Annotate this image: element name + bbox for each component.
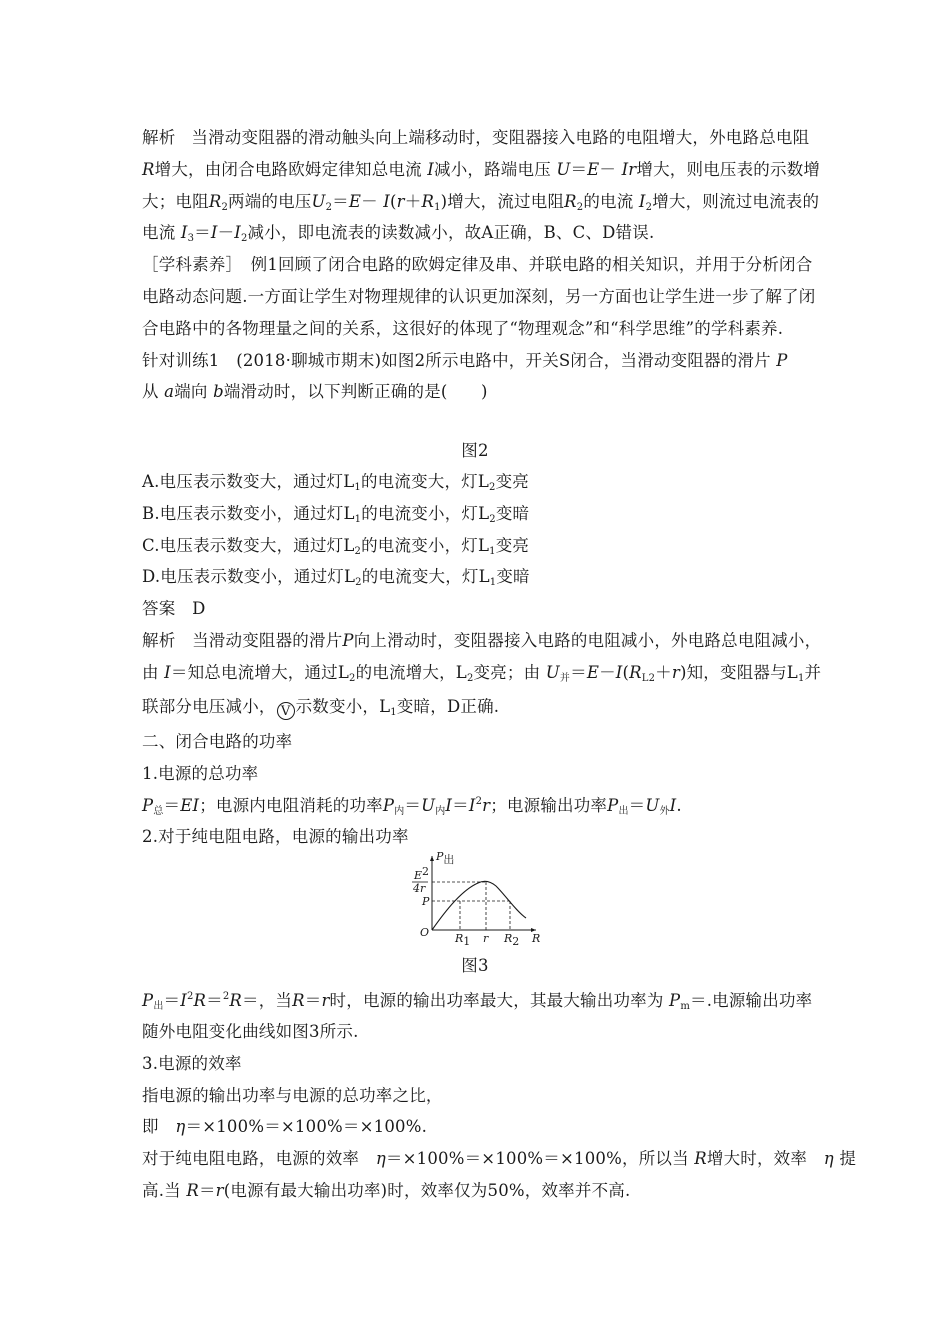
var: I: [638, 192, 646, 211]
text-span: 的电流变小，灯L: [361, 504, 490, 523]
analysis-label: 解析: [142, 128, 176, 147]
var: r: [215, 1181, 224, 1200]
figure2-caption: 图2: [461, 441, 489, 460]
text-span: 当滑动变阻器的滑动触头向上端移动时，变阻器接入电路的电阻增大，外电路总电阻: [191, 128, 810, 147]
text-span: ；电源输出功率: [490, 796, 608, 815]
var: R: [564, 192, 577, 211]
text-span: 由: [142, 663, 159, 682]
text-span: －: [217, 223, 235, 242]
subscript: 并: [559, 673, 571, 684]
var: I: [164, 663, 171, 682]
y-tick-p: P: [422, 895, 430, 908]
subscript: 1: [797, 673, 805, 684]
text-span: 变亮: [495, 536, 530, 555]
option-b[interactable]: [142, 503, 529, 525]
var: I: [615, 663, 623, 682]
var: P: [142, 991, 154, 1010]
text-span: 变亮: [495, 472, 530, 491]
text-span: 的电流变小，灯L: [361, 536, 490, 555]
var: R: [421, 192, 435, 211]
text-span: 减小，路端电压: [434, 160, 551, 179]
text-span: 的电流变大，灯L: [361, 567, 490, 586]
voltmeter-symbol-icon: V: [277, 702, 295, 720]
text-span: 电流: [142, 223, 176, 242]
text-span: (: [622, 663, 630, 682]
subscript: 1: [354, 514, 362, 525]
var: η: [175, 1117, 186, 1136]
var: P: [669, 991, 681, 1010]
text-span: ＝: [332, 192, 349, 211]
text-span: 增大，则电压表的示数增: [636, 160, 821, 179]
power-curve: [432, 881, 526, 930]
text-span: 两端的电压: [228, 192, 312, 211]
var: R: [292, 991, 305, 1010]
figure3-caption: 图3: [461, 956, 489, 975]
var: r: [482, 796, 491, 815]
superscript: 2: [222, 991, 230, 1002]
origin-label: O: [420, 926, 430, 939]
var: R: [142, 160, 155, 179]
subscript: 2: [354, 546, 362, 557]
text-span: 的电流: [583, 192, 634, 211]
text-span: 变亮；由: [473, 663, 541, 682]
section2-heading3: 3.电源的效率: [142, 1054, 242, 1073]
var: b: [213, 382, 224, 401]
var: P: [382, 796, 395, 815]
var: U: [556, 160, 571, 179]
subscript: 1: [489, 577, 497, 588]
subscript: 1: [390, 707, 397, 718]
var: P: [142, 796, 154, 815]
literacy-line3: 合电路中的各物理量之间的关系，这很好的体现了“物理观念”和“科学思维”的学科素养.: [142, 319, 784, 338]
text-span: A.电压表示数变大，通过灯L: [142, 472, 355, 491]
var: R: [629, 663, 642, 682]
text-span: 提: [839, 1149, 857, 1168]
text-span: C.电压表示数变大，通过灯L: [142, 536, 355, 555]
text-span: 向上滑动时，变阻器接入电路的电阻减小，外电路总电阻减小，: [353, 631, 822, 650]
option-c[interactable]: [142, 535, 529, 557]
formula-output-power-line1: [142, 990, 812, 1012]
text-span: 增大，由闭合电路欧姆定律知总电流: [154, 160, 422, 179]
text-span: 对于纯电阻电路，电源的效率: [142, 1149, 360, 1168]
var: r: [396, 192, 405, 211]
efficiency-pure-resistor-line2: [142, 1180, 630, 1202]
text-span: －: [599, 663, 616, 682]
text-span: ＝: [206, 991, 223, 1010]
text-span: 增大时，效率: [706, 1149, 808, 1168]
var: U: [645, 796, 660, 815]
text-span: ＝: [304, 991, 322, 1010]
subscript: 2: [645, 202, 653, 213]
analysis2-line2: [142, 662, 821, 684]
var: I: [669, 796, 677, 815]
subscript: m: [680, 1001, 690, 1012]
efficiency-pure-resistor-line1: [142, 1148, 856, 1170]
option-d[interactable]: [142, 566, 530, 588]
var: U: [311, 192, 326, 211]
efficiency-formula: [142, 1116, 427, 1138]
subscript: 2: [489, 482, 496, 493]
text-span: D.电压表示数变小，通过灯L: [142, 567, 356, 586]
analysis1-line1: [142, 127, 809, 149]
analysis1-line4: [142, 222, 654, 244]
text-span: －: [361, 192, 378, 211]
text-span: 联部分电压减小，: [142, 697, 276, 716]
subscript: 1: [434, 202, 441, 213]
subscript: 2: [466, 673, 474, 684]
subscript: 2: [576, 202, 584, 213]
text-span: (: [390, 192, 397, 211]
training-line1: [142, 350, 788, 372]
text-span: －: [599, 160, 617, 179]
analysis2-line3: [142, 696, 499, 720]
text-span: 增大，则流过电流表的: [652, 192, 820, 211]
section2-title: 二、闭合电路的功率: [142, 732, 293, 751]
var: Ir: [621, 160, 637, 179]
var: I: [427, 160, 434, 179]
var: I: [383, 192, 390, 211]
var: E: [348, 192, 362, 211]
var: a: [164, 382, 175, 401]
var: R: [208, 192, 222, 211]
subscript: 2: [325, 202, 333, 213]
text-span: B.电压表示数变小，通过灯L: [142, 504, 355, 523]
var: r: [321, 991, 330, 1010]
text-span: ＝: [452, 796, 469, 815]
superscript: 2: [475, 796, 483, 807]
text-span: 变暗: [496, 567, 530, 586]
subscript: 2: [240, 233, 248, 244]
formula-total-power: [142, 795, 682, 817]
y-axis-label: P出: [436, 850, 455, 866]
subscript: 出: [153, 1001, 164, 1012]
text-span: ＝.电源输出功率: [690, 991, 813, 1010]
var: η: [823, 1149, 834, 1168]
var: U: [545, 663, 560, 682]
text-span: 示数变小，L: [295, 697, 391, 716]
option-a[interactable]: [142, 471, 529, 493]
text-span: 的电流增大，L: [355, 663, 467, 682]
text-span: 针对训练1 (2018·聊城市期末)如图2所示电路中，开关S闭合，当滑动变阻器的滑片: [142, 351, 771, 370]
subscript: 外: [659, 806, 670, 817]
var: U: [421, 796, 436, 815]
literacy-line1: ［学科素养］ 例1回顾了闭合电路的欧姆定律及串、并联电路的相关知识，并用于分析闭合: [142, 255, 813, 274]
text-span: 并: [804, 663, 822, 682]
section2-heading2: 2.对于纯电阻电路，电源的输出功率: [142, 827, 409, 846]
var: P: [342, 631, 354, 650]
x-tick-r: r: [483, 932, 489, 945]
efficiency-def: 指电源的输出功率与电源的总功率之比，: [142, 1086, 443, 1105]
text-span: 变暗，D正确.: [396, 697, 500, 716]
var: E: [587, 160, 600, 179]
text-span: )增大，流过电阻: [440, 192, 565, 211]
subscript: L2: [641, 673, 656, 684]
y-tick-max-denominator: 4r: [413, 882, 426, 895]
formula-output-power-line2: 随外电阻变化曲线如图3所示.: [142, 1022, 359, 1041]
y-axis-arrow-icon: [430, 856, 434, 861]
analysis2-line1: [142, 630, 821, 652]
var: R: [193, 991, 207, 1010]
var: P: [607, 796, 619, 815]
subscript: 2: [349, 673, 356, 684]
text-span: 时，电源的输出功率最大，其最大输出功率为: [329, 991, 664, 1010]
text-span: 大；电阻: [142, 192, 209, 211]
var: I: [180, 991, 187, 1010]
x-tick-r1: R1: [455, 932, 471, 948]
subscript: 2: [355, 577, 362, 588]
var: η: [375, 1149, 386, 1168]
x-tick-r2: R2: [504, 932, 520, 948]
text-span: ＋: [404, 192, 422, 211]
text-span: ＝×100%＝×100%＝×100%，所以当: [385, 1149, 689, 1168]
var: I: [468, 796, 476, 815]
text-span: 变暗: [495, 504, 530, 523]
var: r: [671, 663, 680, 682]
text-span: ＋: [655, 663, 672, 682]
text-span: ＝: [194, 223, 211, 242]
text-span: ＝: [163, 796, 181, 815]
text-span: 从: [142, 382, 159, 401]
text-span: ；电源内电阻消耗的功率: [199, 796, 383, 815]
subscript: 2: [221, 202, 228, 213]
var: E: [586, 663, 600, 682]
text-span: ＝: [628, 796, 646, 815]
text-span: ＝，当: [242, 991, 293, 1010]
text-span: ＝: [570, 663, 587, 682]
text-span: ＝: [404, 796, 422, 815]
text-span: 解析 当滑动变阻器的滑片: [142, 631, 343, 650]
training-line2: [142, 381, 488, 403]
var: P: [776, 351, 788, 370]
var: R: [229, 991, 243, 1010]
var: I: [180, 223, 188, 242]
section2-heading1: 1.电源的总功率: [142, 764, 259, 783]
text-span: ＝: [198, 1181, 216, 1200]
answer-line: 答案 D: [142, 599, 206, 618]
text-span: ＝: [163, 991, 181, 1010]
subscript: 3: [187, 233, 195, 244]
subscript: 1: [354, 482, 361, 493]
output-power-curve-figure: [398, 848, 548, 948]
subscript: 内: [435, 806, 446, 817]
var: EI: [180, 796, 200, 815]
y-tick-max-numerator: E2: [414, 865, 430, 882]
subscript: 出: [618, 806, 629, 817]
literacy-line2: 电路动态问题.一方面让学生对物理规律的认识更加深刻，另一方面也让学生进一步了解了闭: [142, 287, 816, 306]
var: I: [445, 796, 453, 815]
analysis1-line3: [142, 191, 819, 213]
text-span: ＝×100%＝×100%＝×100%.: [185, 1117, 428, 1136]
x-axis-label: R: [532, 932, 541, 945]
var: R: [694, 1149, 707, 1168]
text-span: .: [676, 796, 682, 815]
text-span: 即: [142, 1117, 159, 1136]
var: I: [210, 223, 218, 242]
subscript: 总: [153, 806, 164, 817]
text-span: 高.当: [142, 1181, 181, 1200]
text-span: 的电流变大，灯L: [360, 472, 490, 491]
var: R: [186, 1181, 199, 1200]
subscript: 内: [394, 806, 405, 817]
text-span: (电源有最大输出功率)时，效率仅为50%，效率并不高.: [223, 1181, 631, 1200]
text-span: 端向: [174, 382, 208, 401]
text-span: ＝知总电流增大，通过L: [170, 663, 350, 682]
subscript: 2: [489, 514, 496, 525]
var: I: [234, 223, 241, 242]
text-span: )知，变阻器与L: [679, 663, 798, 682]
text-span: ＝: [570, 160, 588, 179]
subscript: 1: [489, 546, 496, 557]
text-span: 端滑动时，以下判断正确的是( ): [223, 382, 488, 401]
analysis1-line2: [142, 159, 820, 181]
text-span: 减小，即电流表的读数减小，故A正确，B、C、D错误.: [247, 223, 655, 242]
superscript: 2: [186, 991, 194, 1002]
